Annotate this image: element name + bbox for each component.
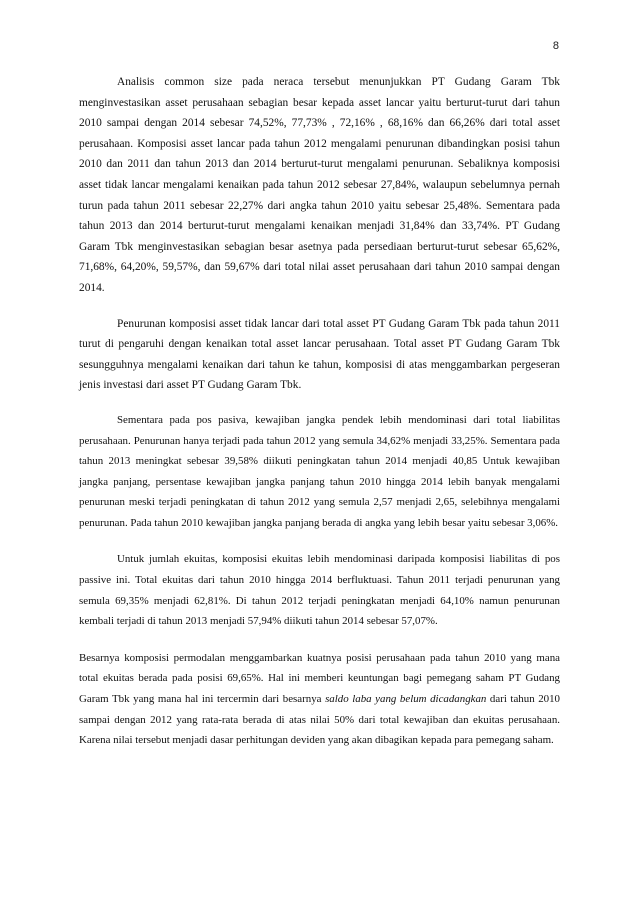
page-number: 8 xyxy=(552,40,559,52)
paragraph-non-current-asset-decline: Penurunan komposisi asset tidak lancar dari total asset PT Gudang Garam Tbk pada tahun 2011 turut di pengaruhi dengan kenaikan total asset lancar perusahaan. Total asset PT Gudang Garam Tbk sesungguhnya mengalami kenaikan dari tahun ke tahun, komposisi di atas menggambarkan pergeseran jenis investasi dari asset PT Gudang Garam Tbk. xyxy=(79,317,560,392)
paragraph-capital-text-before: Besarnya komposisi permodalan menggambarkan kuatnya posisi perusahaan pada tahun 2010 yang mana total ekuitas berada pada posisi 69,65%. Hal ini memberi keuntungan bagi pemegang saham PT Gudang Garam Tbk yang mana hal ini tercermin dari besarnya xyxy=(79,651,560,706)
document-body xyxy=(79,72,560,751)
paragraph-common-size-analysis: Analisis common size pada neraca tersebut menunjukkan PT Gudang Garam Tbk menginvestasikan asset perusahaan sebagian besar kepada asset lancar yaitu berturut-turut dari tahun 2010 sampai dengan 2014 sebesar 74,52%, 77,73% , 72,16% , 68,16% dan 66,26% dari total asset perusahaan. Komposisi asset lancar pada tahun 2012 mengalami penurunan dibandingkan posisi tahun 2010 dan 2011 dan tahun 2013 dan 2014 berturut-turut mengalami penurunan. Sebaliknya komposisi asset tidak lancar mengalami kenaikan pada tahun 2012 sebesar 27,84%, walaupun sebelumnya pernah turun pada tahun 2011 sebesar 22,27% dari angka tahun 2010 yaitu sebesar 25,48%. Sementara pada tahun 2013 dan 2014 berturut-turut mengalami kenaikan menjadi 31,84% dan 33,74%. PT Gudang Garam Tbk menginvestasikan sebagian besar asetnya pada persediaan berturut-turut sebesar 65,62%, 71,68%, 64,20%, 59,57%, dan 59,67% dari total nilai asset perusahaan dari tahun 2010 sampai dengan 2014. xyxy=(79,76,560,294)
paragraph-liabilities: Sementara pada pos pasiva, kewajiban jangka pendek lebih mendominasi dari total liabilitas perusahaan. Penurunan hanya terjadi pada tahun 2012 yang semula 34,62% menjadi 33,25%. Sementara pada tahun 2013 meningkat sebesar 39,58% diikuti peningkatan tahun 2014 menjadi 40,85 Untuk kewajiban jangka panjang, persentase kewajiban jangka panjang tahun 2010 hingga 2014 lebih banyak mengalami penurunan meski terjadi peningkatan di tahun 2012 yang semula 2,57 menjadi 2,65, selebihnya mengalami penurunan. Pada tahun 2010 kewajiban jangka panjang berada di angka yang lebih besar yaitu sebesar 3,06%. xyxy=(79,413,560,529)
paragraph-capital-composition xyxy=(79,648,560,751)
paragraph-capital-text-after: dari tahun 2010 sampai dengan 2012 yang rata-rata berada di atas nilai 50% dari total kewajiban dan ekuitas perusahaan. Karena nilai tersebut menjadi dasar perhitungan deviden yang akan dibagikan kepada para pemegang saham. xyxy=(79,693,560,747)
retained-earnings-term: saldo laba yang belum dicadangkan xyxy=(325,693,487,706)
paragraph-equity: Untuk jumlah ekuitas, komposisi ekuitas lebih mendominasi daripada komposisi liabilitas di pos passive ini. Total ekuitas dari tahun 2010 hingga 2014 berfluktuasi. Tahun 2011 terjadi penurunan yang semula 69,35% menjadi 62,81%. Di tahun 2012 terjadi peningkatan menjadi 64,10% namun penurunan kembali terjadi di tahun 2013 menjadi 57,94% diikuti tahun 2014 sebesar 57,07%. xyxy=(79,553,560,628)
